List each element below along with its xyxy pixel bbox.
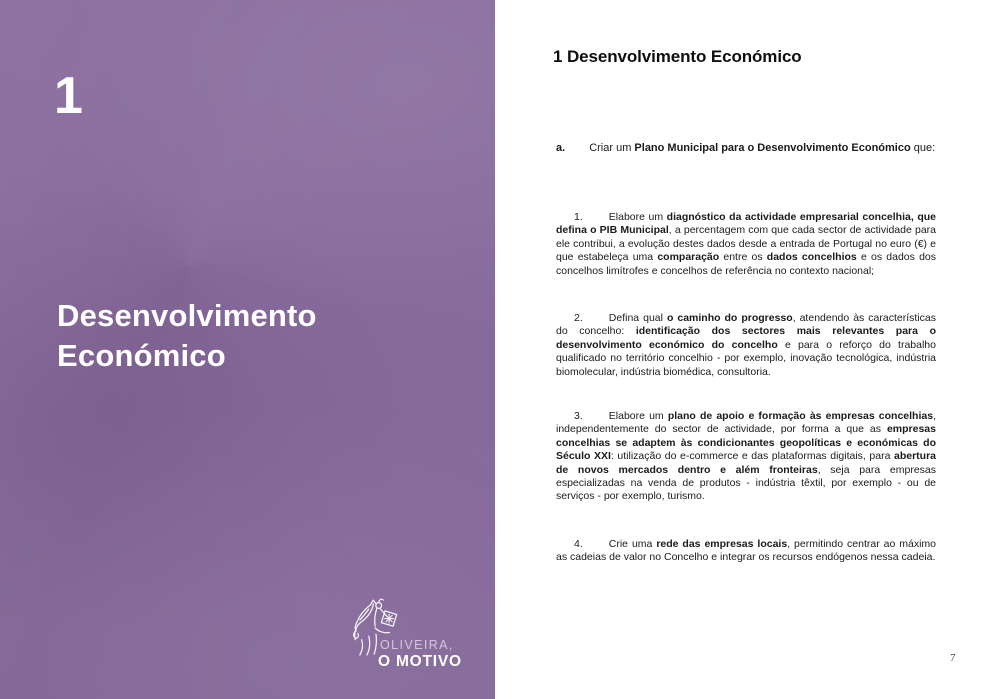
logo-wordmark-bottom: O MOTIVO [378, 653, 462, 670]
chapter-title [57, 296, 317, 376]
page-number: 7 [950, 652, 956, 664]
item-text-2: Defina qual o caminho do progresso, atendendo às características do concelho: identificação dos sectores mais relevantes para o desenvolvimento económico do concelho e para o reforço do trabalho qualificado no território concelhio - por exemplo, inovação tecnológica, indústria biomolecular, indústria biomédica, consultoria. [556, 312, 936, 378]
item-text-1: Elabore um diagnóstico da actividade empresarial concelhia, que defina o PIB Municipal, a percentagem com que cada sector de actividade para ele contribui, a evolução destes dados desde a entrada de Portugal no euro (€) e que estabeleça uma comparação entre os dados concelhios e os dados dos concelhos limítrofes e concelhos de referência no contexto nacional; [556, 211, 937, 277]
content-page [495, 0, 988, 699]
item-text-3: Elabore um plano de apoio e formação às empresas concelhias, independentemente do sector de actividade, por forma a que as empresas concelhias se adaptem às condicionantes geopolíticas e económicas do Século XXI: utilização do e-commerce e das plataformas digitais, para abertura de novos mercados dentro e além fronteiras, seja para empresas especializadas na venda de produtos - indústria têxtil, por exemplo - ou de serviços - por exemplo, turismo. [556, 410, 936, 503]
logo [349, 597, 485, 681]
intro-paragraph [556, 139, 936, 158]
numbered-item-2 [556, 312, 936, 379]
numbered-item-3 [556, 410, 936, 504]
logo-wordmark-top: OLIVEIRA, [380, 638, 454, 652]
item-text-4: Crie uma rede das empresas locais, permitindo centrar ao máximo as cadeias de valor no Concelho e integrar os recursos endógenos nessa cadeia. [556, 538, 936, 564]
item-number-4: 4. [574, 538, 583, 550]
intro-text: Criar um Plano Municipal para o Desenvolvimento Económico que: [589, 142, 936, 154]
numbered-item-1 [556, 211, 936, 278]
item-number-1: 1. [574, 211, 583, 223]
chapter-number: 1 [54, 67, 83, 125]
chapter-title-line-2: Económico [57, 338, 226, 373]
numbered-item-4 [556, 538, 936, 565]
item-number-3: 3. [574, 410, 583, 422]
intro-marker: a. [556, 142, 566, 154]
chapter-title-line-1: Desenvolvimento [57, 298, 317, 333]
item-number-2: 2. [574, 312, 583, 324]
section-heading: 1 Desenvolvimento Económico [553, 47, 802, 66]
